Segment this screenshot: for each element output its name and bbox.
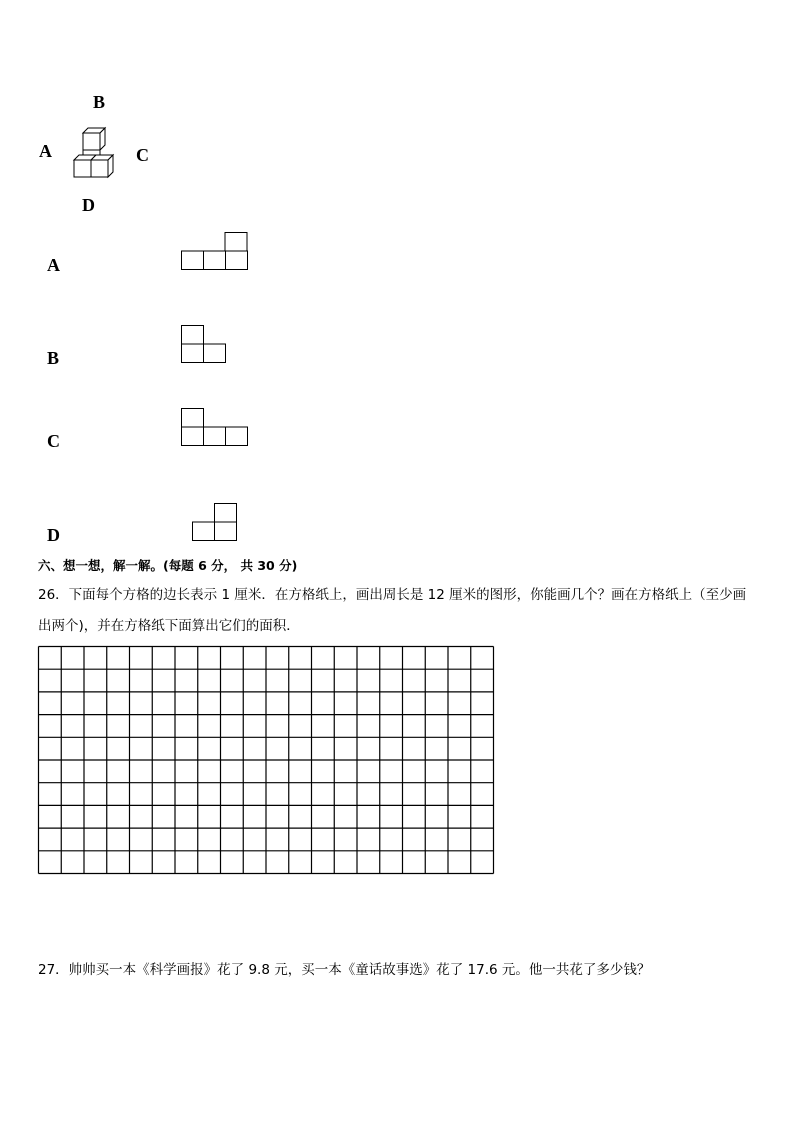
view-label-right: C [136, 145, 149, 165]
cube-stack-figure [70, 125, 130, 185]
option-c-label: C [47, 431, 60, 451]
square-grid-paper [38, 646, 498, 876]
question-26-line-2: 出两个)，并在方格纸下面算出它们的面积． [38, 618, 300, 634]
option-d-shape [192, 503, 242, 543]
question-26-line-1: 26．下面每个方格的边长表示 1 厘米．在方格纸上，画出周长是 12 厘米的图形，你能画几个？画在方格纸上（至少画 [38, 587, 747, 603]
view-label-bottom: D [82, 195, 95, 215]
option-c-shape [181, 408, 251, 448]
option-a-label: A [47, 255, 60, 275]
question-27-text: 27．帅帅买一本《科学画报》花了 9.8 元，买一本《童话故事选》花了 17.6 元。他一共花了多少钱？ [38, 962, 651, 978]
option-b-shape [181, 325, 231, 365]
option-a-shape [181, 232, 251, 272]
view-label-left: A [39, 141, 52, 161]
option-d-label: D [47, 525, 60, 545]
option-b-label: B [47, 348, 60, 368]
section-heading: 六、想一想，解一解。(每题 6 分， 共 30 分) [38, 558, 298, 573]
view-label-top: B [93, 92, 106, 112]
